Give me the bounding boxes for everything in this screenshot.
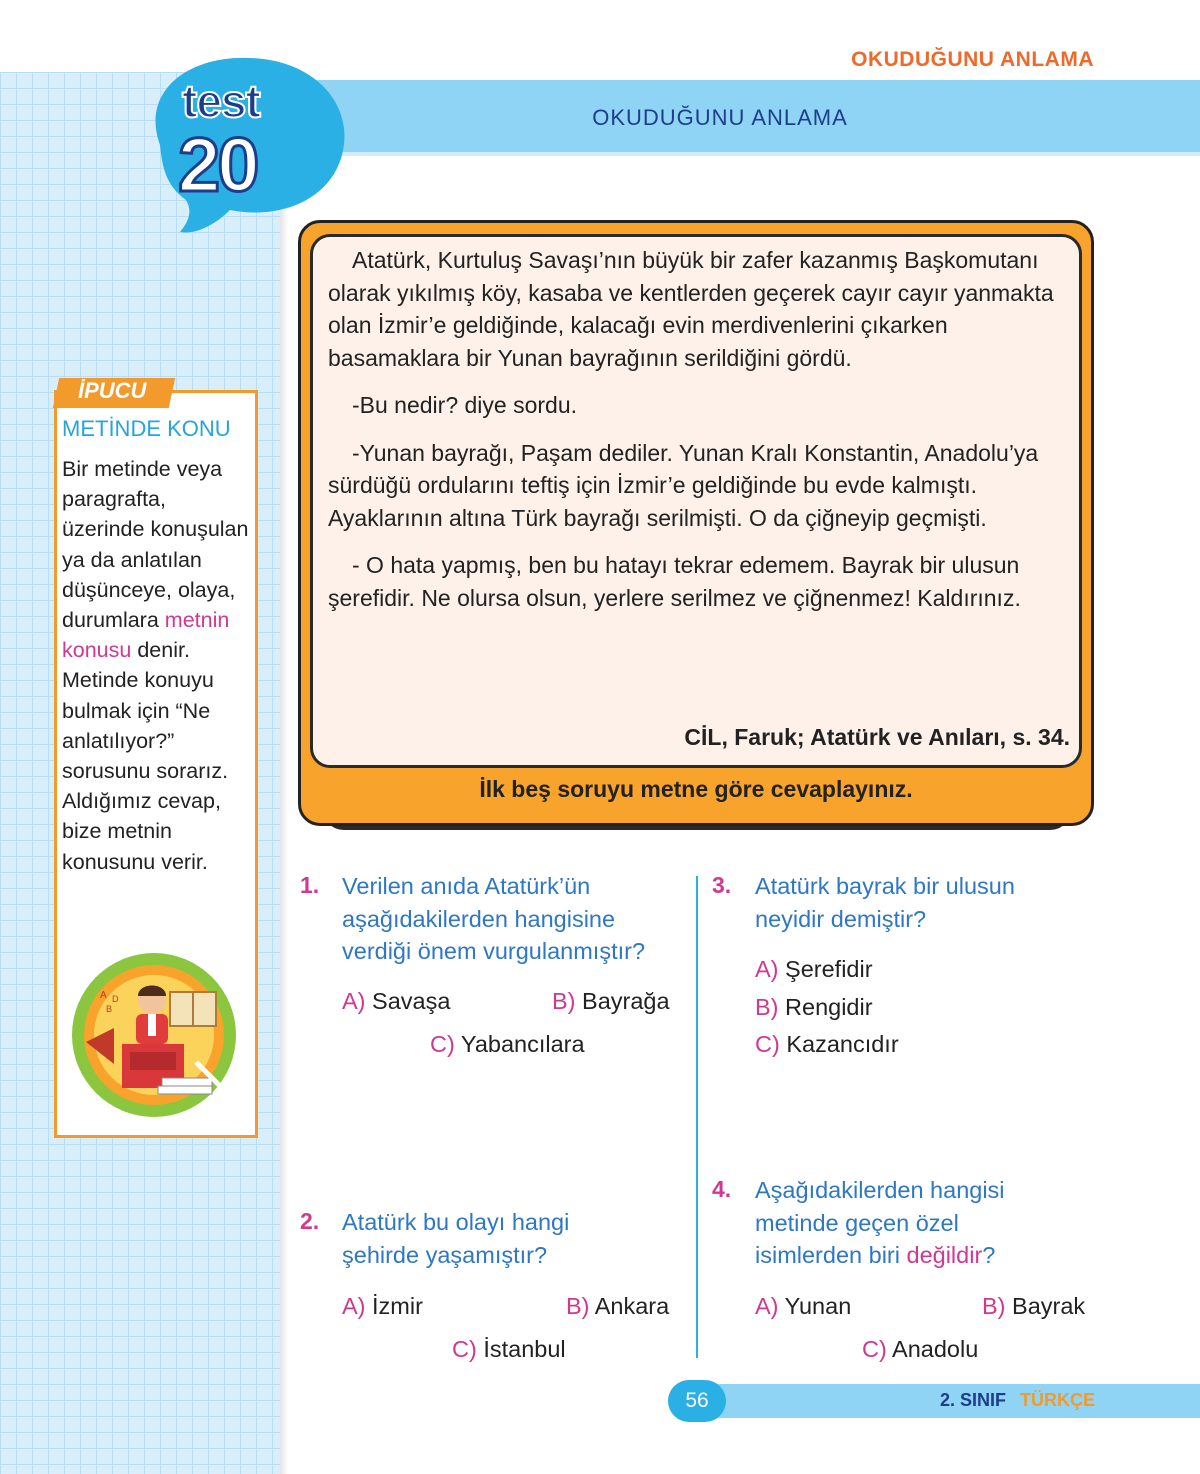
question-line: Verilen anıda Atatürk’ün	[342, 873, 591, 899]
column-shadow	[280, 72, 288, 1474]
question-number: 4.	[712, 1176, 732, 1202]
question-text	[755, 870, 1015, 935]
option-c[interactable]: C) Kazancıdır	[755, 1031, 899, 1057]
option-b[interactable]: B) Rengidir	[755, 994, 873, 1020]
tip-text: Bir metinde veya paragrafta, üzerinde konuşulan ya da anlatılan düşünceye, olaya, durumlara	[62, 457, 249, 633]
question-line: neyidir demiştir?	[755, 905, 927, 932]
passage-paragraph: Atatürk, Kurtuluş Savaşı’nın büyük bir zafer kazanmış Başkomutanı olarak yıkılmış köy, kasaba ve kentlerden geçerek cayır cayır yanmakta olan İzmir’e geldiğinde, kalacağı evin merdivenlerini çıkarken basamaklara bir Yunan bayrağının serildiğini gördü.	[328, 247, 1054, 371]
tip-text: denir. Metinde konuyu bulmak için “Ne anlatılıyor?” sorusunu sorarız. Aldığımız cevap, bize metnin konusunu verir.	[62, 638, 229, 874]
option-b[interactable]: B) Ankara	[566, 1293, 670, 1319]
question-line: metinde geçen özel	[755, 1209, 959, 1236]
question-emphasis: değildir	[906, 1242, 983, 1268]
option-a[interactable]: A) Savaşa	[342, 988, 451, 1014]
column-divider	[696, 876, 698, 1358]
question-line: verdiği önem vurgulanmıştır?	[342, 938, 646, 964]
question-number: 1.	[300, 872, 320, 898]
option-b[interactable]: B) Bayrak	[982, 1293, 1086, 1319]
question-number: 2.	[300, 1208, 320, 1234]
svg-text:B: B	[106, 1004, 113, 1014]
option-a[interactable]: A) İzmir	[342, 1293, 423, 1319]
svg-text:A: A	[100, 990, 107, 1001]
passage-text	[328, 244, 1068, 629]
option-a[interactable]: A) Şerefidir	[755, 956, 873, 982]
question-line: Aşağıdakilerden hangisi	[755, 1177, 1005, 1203]
question-line: şehirde yaşamıştır?	[342, 1241, 548, 1268]
option-a[interactable]: A) Yunan	[755, 1293, 852, 1319]
option-c[interactable]: C) İstanbul	[452, 1336, 566, 1362]
page-number: 56	[668, 1380, 726, 1422]
tip-label: İPUCU	[78, 378, 147, 403]
question-line: Atatürk bayrak bir ulusun	[755, 873, 1015, 899]
question-line: Atatürk bu olayı hangi	[342, 1209, 570, 1235]
option-c[interactable]: C) Yabancılara	[430, 1031, 585, 1057]
question-line: aşağıdakilerden hangisine	[342, 905, 616, 932]
tip-highlight: metnin konusu	[62, 608, 230, 663]
option-b[interactable]: B) Bayrağa	[552, 988, 670, 1014]
question-text	[342, 870, 645, 968]
footer-grade: 2. SINIF	[940, 1390, 1007, 1410]
question-text	[755, 1174, 1005, 1272]
test-number: 20	[178, 123, 257, 208]
question-number: 3.	[712, 872, 732, 898]
tip-body	[62, 454, 254, 877]
svg-text:D: D	[112, 994, 119, 1004]
section-heading: OKUDUĞUNU ANLAMA	[851, 48, 1094, 71]
passage-paragraph: - O hata yapmış, ben bu hatayı tekrar edemem. Bayrak bir ulusun şerefidir. Ne olursa olsun, yerlere serilmez ve çiğnenmez! Kaldırınız.	[328, 552, 1021, 611]
footer-subject: TÜRKÇE	[1020, 1390, 1095, 1410]
tip-title: METİNDE KONU	[62, 416, 231, 441]
test-label: test	[182, 75, 260, 127]
passage-paragraph: -Bu nedir? diye sordu.	[352, 392, 578, 418]
section-banner-title: OKUDUĞUNU ANLAMA	[592, 105, 848, 130]
question-text	[342, 1206, 569, 1271]
instruction-text: İlk beş soruyu metne göre cevaplayınız.	[479, 776, 913, 802]
option-c[interactable]: C) Anadolu	[862, 1336, 979, 1362]
passage-source: CİL, Faruk; Atatürk ve Anıları, s. 34.	[684, 724, 1070, 750]
teacher-illustration-icon	[66, 952, 242, 1118]
question-line: isimlerden biri değildir?	[755, 1242, 996, 1268]
passage-paragraph: -Yunan bayrağı, Paşam dediler. Yunan Kralı Konstantin, Anadolu’ya sürdüğü ordularını teftiş için İzmir’e geldiğinde bu evde kalmıştı. Ayaklarının altına Türk bayrağı serilmişti. O da çiğneyip geçmişti.	[328, 439, 1039, 531]
